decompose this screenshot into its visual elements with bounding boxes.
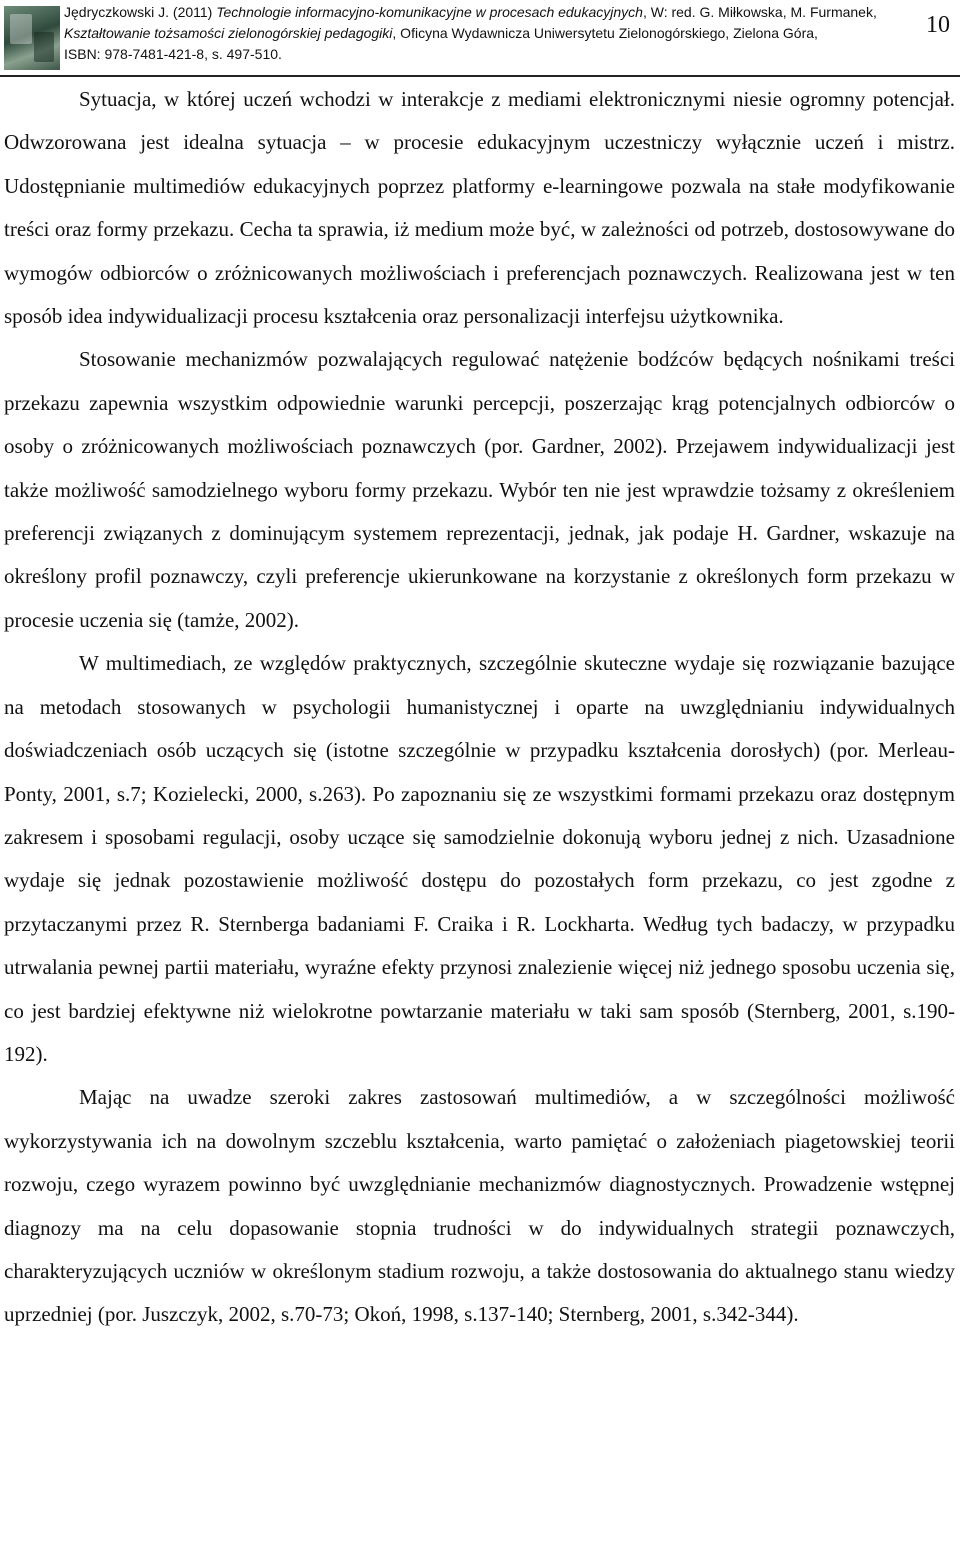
citation-line-2 <box>64 23 894 44</box>
citation-publisher: , Oficyna Wydawnicza Uniwersytetu Zielonogórskiego, Zielona Góra, <box>392 25 818 41</box>
paragraph: W multimediach, ze względów praktycznych, szczególnie skuteczne wydaje się rozwiązanie bazujące na metodach stosowanych w psychologii humanistycznej i oparte na uwzględnianiu indywidualnych doświadczeniach osób uczących się (istotne szczególnie w przypadku kształcenia dorosłych) (por. Merleau-Ponty, 2001, s.7; Kozielecki, 2000, s.263). Po zapoznaniu się ze wszystkimi formami przekazu oraz dostępnym zakresem i sposobami regulacji, osoby uczące się samodzielnie dokonują wyboru jednej z nich. Uzasadnione wydaje się jednak pozostawienie możliwość dostępu do pozostałych form przekazu, co jest zgodne z przytaczanymi przez R. Sternberga badaniami F. Craika i R. Lockharta. Według tych badaczy, w przypadku utrwalania pewnej partii materiału, wyraźne efekty przynosi znalezienie więcej niż jednego sposobu uczenia się, co jest bardziej efektywne niż wielokrotne powtarzanie materiału w taki sam sposób (Sternberg, 2001, s.190-192). <box>4 651 955 1066</box>
body-text <box>4 78 955 1337</box>
citation-header <box>64 2 894 65</box>
paragraph: Mając na uwadze szeroki zakres zastosowań multimediów, a w szczególności możliwość wykorzystywania ich na dowolnym szczeblu kształcenia, warto pamiętać o założeniach piagetowskiej teorii rozwoju, czego wyrazem powinno być uwzględnianie mechanizmów diagnostycznych. Prowadzenie wstępnej diagnozy ma na celu dopasowanie stopnia trudności w do indywidualnych strategii poznawczych, charakteryzujących uczniów w określonym stadium rozwoju, a także dostosowania do aktualnego stanu wiedzy uprzedniej (por. Juszczyk, 2002, s.70-73; Okoń, 1998, s.137-140; Sternberg, 2001, s.342-344). <box>4 1085 955 1327</box>
citation-book-title: Kształtowanie tożsamości zielonogórskiej pedagogiki <box>64 25 393 41</box>
paragraph: Sytuacja, w której uczeń wchodzi w interakcje z mediami elektronicznymi niesie ogromny potencjał. Odwzorowana jest idealna sytuacja – w procesie edukacyjnym uczestniczy wyłącznie uczeń i mistrz. Udostępnianie multimediów edukacyjnych poprzez platformy e-learningowe pozwala na stałe modyfikowanie treści oraz formy przekazu. Cecha ta sprawia, iż medium może być, w zależności od potrzeb, dostosowywane do wymogów odbiorców o zróżnicowanych możliwościach i preferencjach poznawczych. Realizowana jest w ten sposób idea indywidualizacji procesu kształcenia oraz personalizacji interfejsu użytkownika. <box>4 87 955 329</box>
citation-title: Technologie informacyjno-komunikacyjne w procesach edukacyjnych <box>216 4 643 20</box>
paragraph: Stosowanie mechanizmów pozwalających regulować natężenie bodźców będących nośnikami treści przekazu zapewnia wszystkim odpowiednie warunki percepcji, poszerzając krąg potencjalnych odbiorców o osoby o zróżnicowanych możliwościach poznawczych (por. Gardner, 2002). Przejawem indywidualizacji jest także możliwość samodzielnego wyboru formy przekazu. Wybór ten nie jest wprawdzie tożsamy z określeniem preferencji związanych z dominującym systemem reprezentacji, jednak, jak podaje H. Gardner, wskazuje na określony profil poznawczy, czyli preferencje ukierunkowane na korzystanie z określonych form przekazu w procesie uczenia się (tamże, 2002). <box>4 347 955 632</box>
citation-line-3: ISBN: 978-7481-421-8, s. 497-510. <box>64 46 282 62</box>
header-rule <box>0 75 960 77</box>
page-number: 10 <box>926 12 950 38</box>
book-cover-thumbnail <box>4 6 60 70</box>
citation-editors: , W: red. G. Miłkowska, M. Furmanek, <box>642 4 877 20</box>
citation-authors: Jędryczkowski J. (2011) <box>64 4 217 20</box>
page-header <box>0 0 960 72</box>
citation-line-1 <box>64 2 894 23</box>
